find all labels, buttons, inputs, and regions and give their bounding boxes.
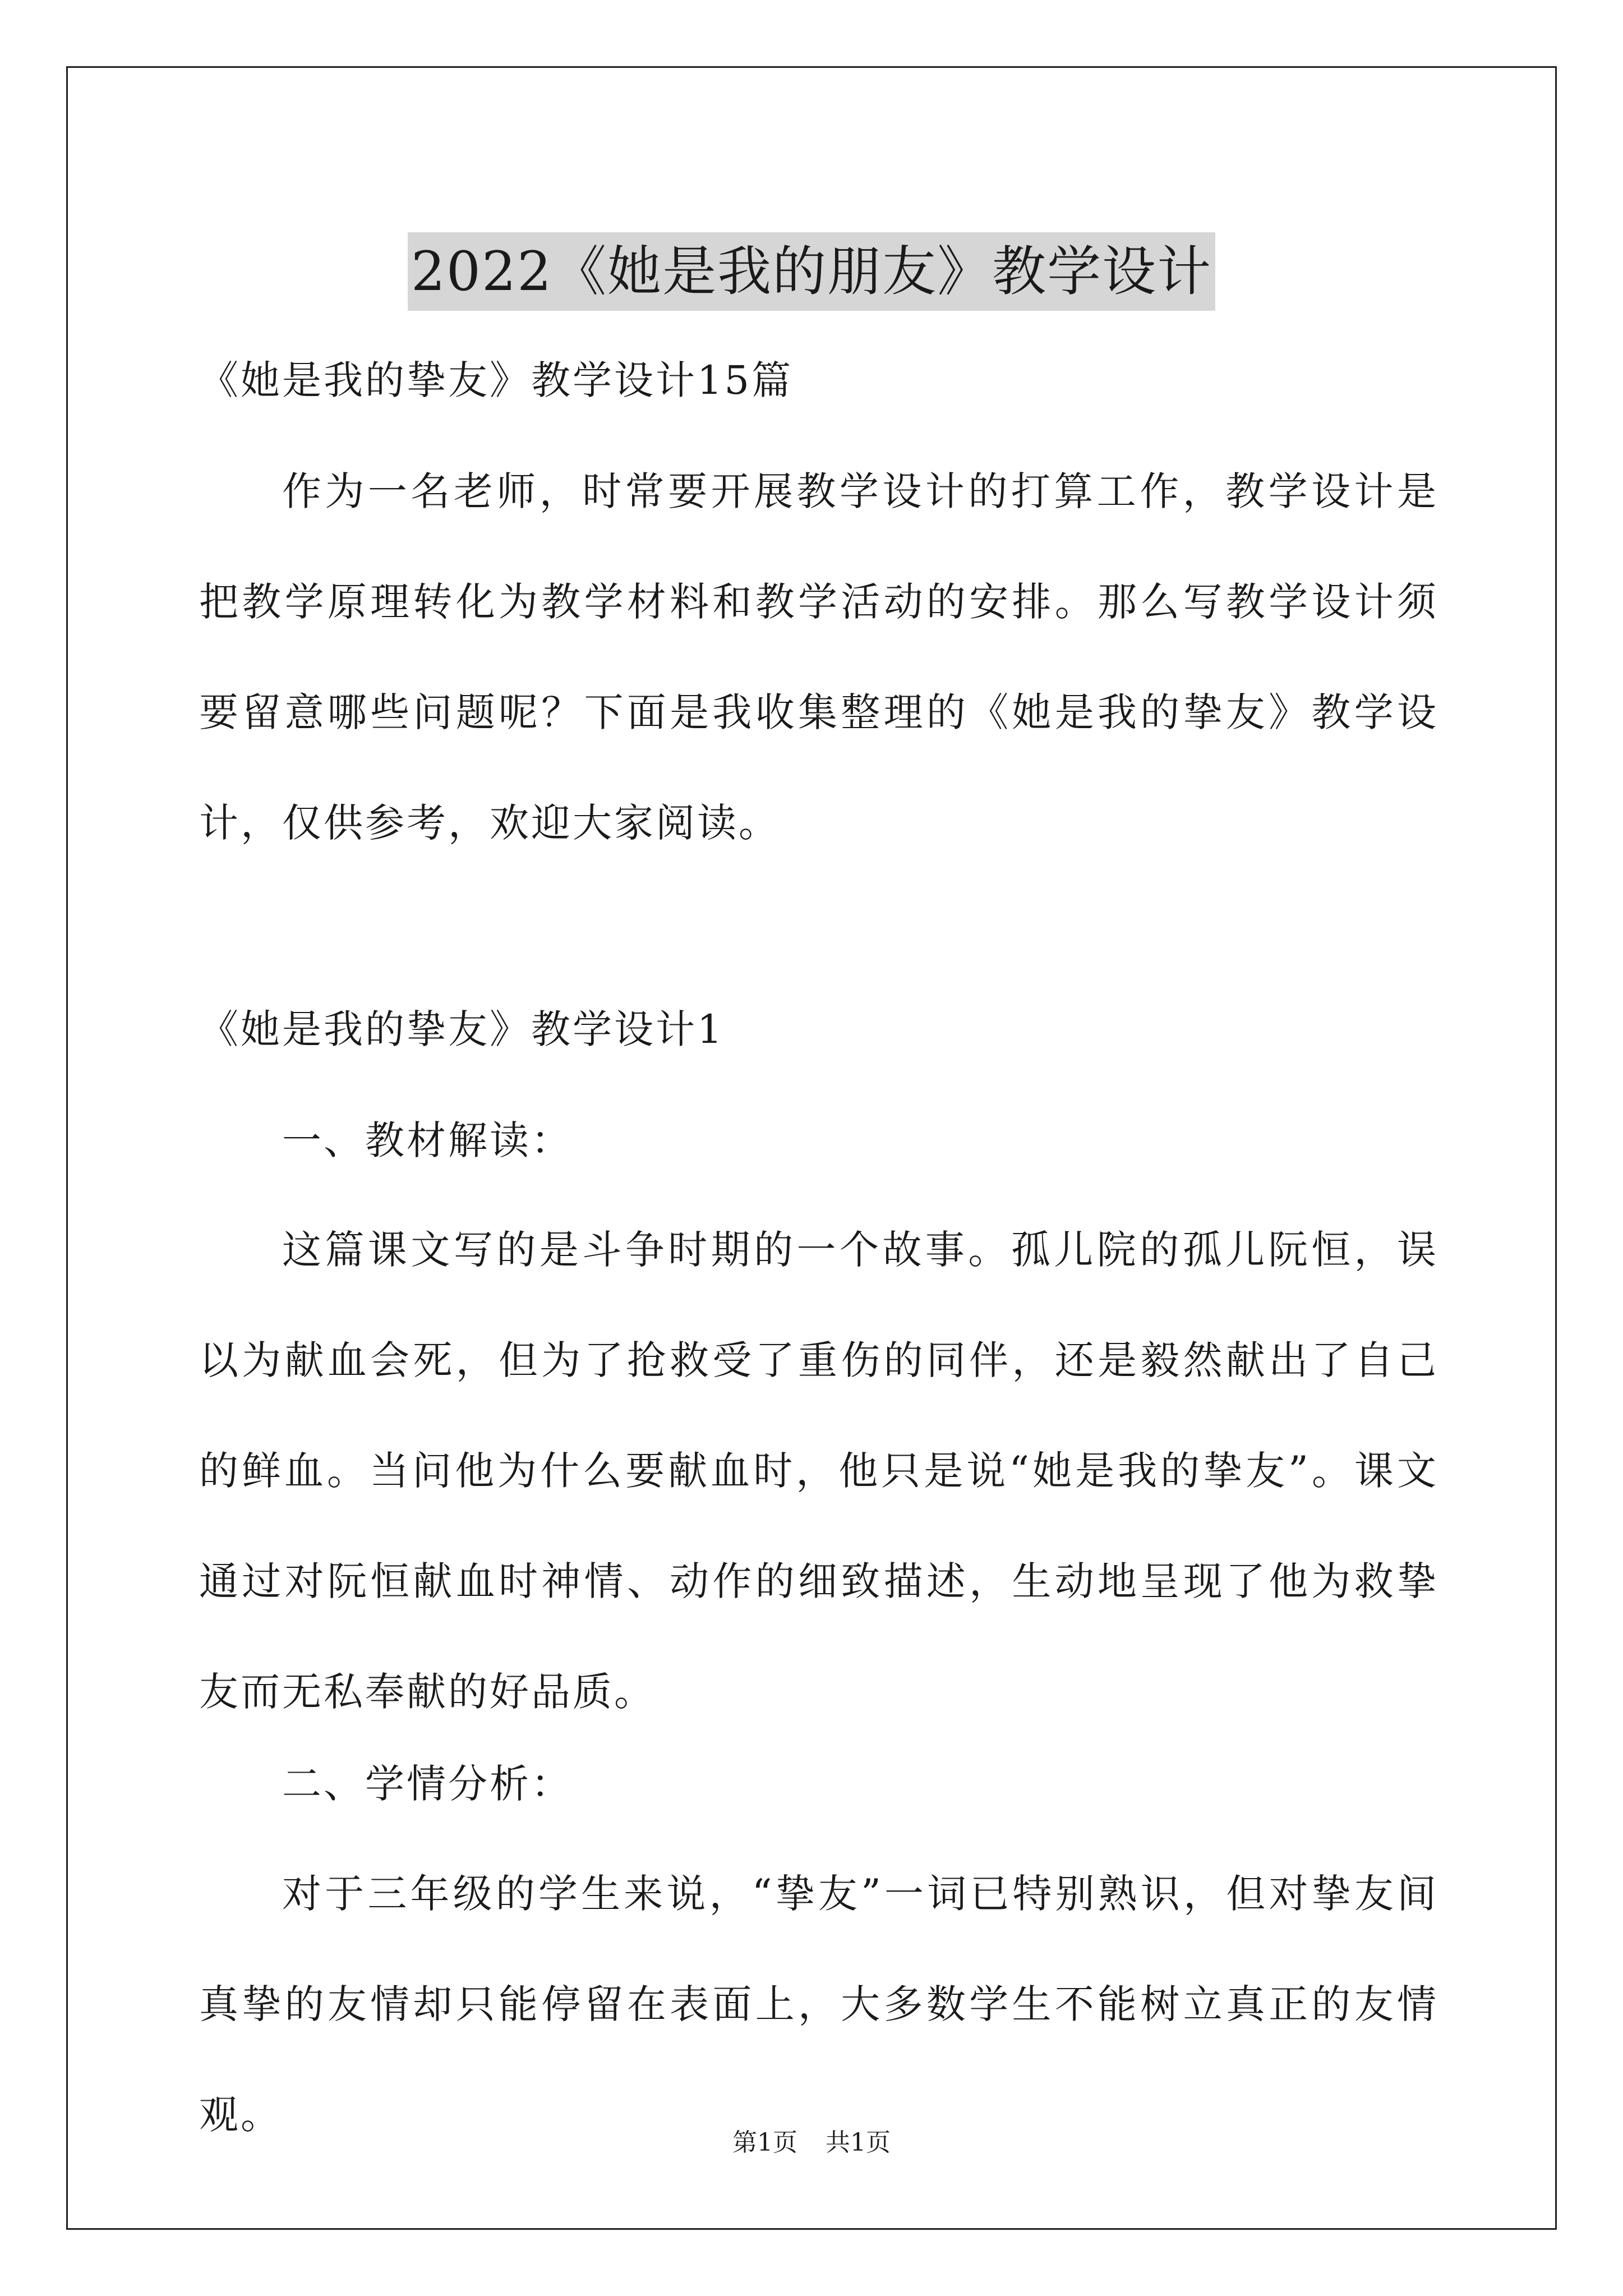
page-number-current: 第1页 [732,2128,797,2157]
page-number-total: 共1页 [826,2128,891,2157]
title-container [0,196,1623,347]
page-footer [0,2126,1623,2160]
section-heading: 《她是我的挚友》教学设计1 [199,1006,725,1052]
part2-heading: 二、学情分析： [282,1761,573,1807]
intro-paragraph: 作为一名老师，时常要开展教学设计的打算工作，教学设计是把教学原理转化为教学材料和教学活动的安排。那么写教学设计须要留意哪些问题呢？下面是我收集整理的《她是我的挚友》教学设计，仅供参考，欢迎大家阅读。 [199,468,1438,846]
collection-heading: 《她是我的挚友》教学设计15篇 [199,357,794,403]
part1-heading: 一、教材解读： [282,1117,573,1163]
part1-paragraph: 这篇课文写的是斗争时期的一个故事。孤儿院的孤儿阮恒，误以为献血会死，但为了抢救受了重伤的同伴，还是毅然献出了自己的鲜血。当问他为什么要献血时，他只是说“她是我的挚友”。课文通过对阮恒献血时神情、动作的细致描述，生动地呈现了他为救挚友而无私奉献的好品质。 [199,1227,1438,1715]
part2-paragraph: 对于三年级的学生来说，“挚友”一词已特别熟识，但对挚友间真挚的友情却只能停留在表面上，大多数学生不能树立真正的友情观。 [199,1871,1438,2138]
document-title: 2022《她是我的朋友》教学设计 [408,232,1215,311]
